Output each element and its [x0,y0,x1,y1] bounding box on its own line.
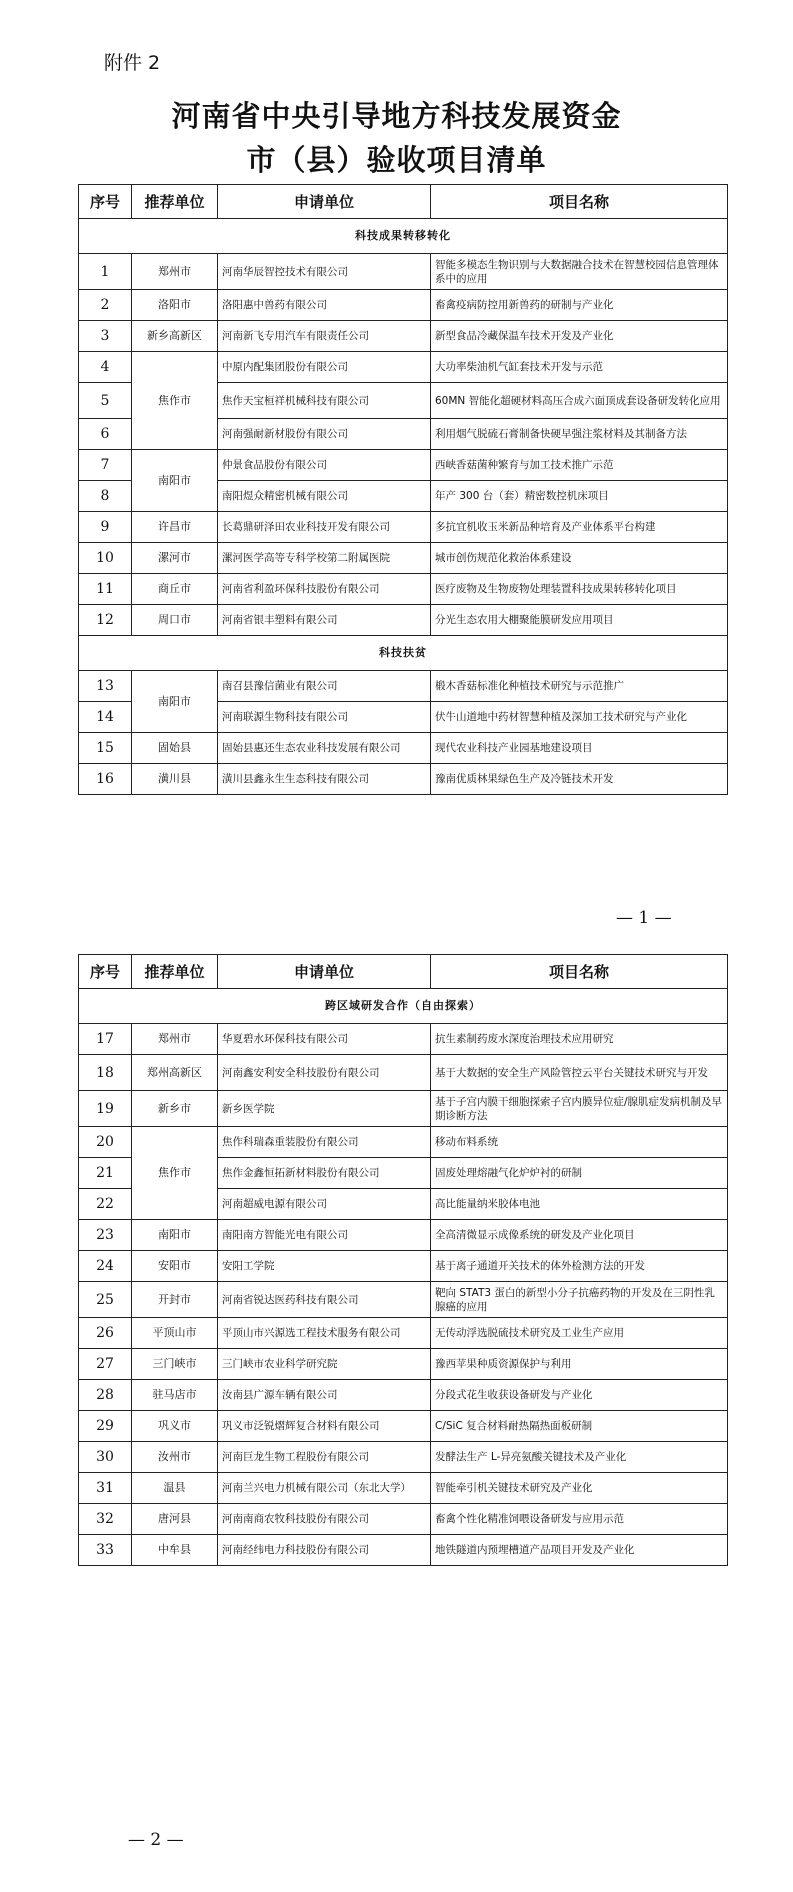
row-project: 利用烟气脱硫石膏制备快硬早强注浆材料及其制备方法 [431,419,728,450]
row-project: 医疗废物及生物废物处理装置科技成果转移转化项目 [431,574,728,605]
row-no: 19 [79,1091,132,1127]
row-recommender: 三门峡市 [132,1349,218,1380]
row-applicant: 潢川县鑫永生生态科技有限公司 [218,764,431,795]
header-project: 项目名称 [431,185,728,219]
row-no: 16 [79,764,132,795]
row-applicant: 三门峡市农业科学研究院 [218,1349,431,1380]
row-recommender: 焦作市 [132,352,218,450]
row-applicant: 南召县豫信菌业有限公司 [218,671,431,702]
row-no: 12 [79,605,132,636]
row-no: 9 [79,512,132,543]
row-applicant: 河南兰兴电力机械有限公司（东北大学） [218,1473,431,1504]
row-applicant: 漯河医学高等专科学校第二附属医院 [218,543,431,574]
row-recommender: 郑州市 [132,254,218,290]
table-row [79,1535,728,1566]
row-no: 27 [79,1349,132,1380]
row-recommender: 漯河市 [132,543,218,574]
header-recommender: 推荐单位 [132,955,218,989]
row-applicant: 仲景食品股份有限公司 [218,450,431,481]
row-project: 无传动浮选脱硫技术研究及工业生产应用 [431,1318,728,1349]
section-title: 科技扶贫 [79,636,728,671]
header-project: 项目名称 [431,955,728,989]
row-project: 畜禽个性化精准饲喂设备研发与应用示范 [431,1504,728,1535]
row-no: 3 [79,321,132,352]
row-recommender: 新乡市 [132,1091,218,1127]
row-project: 大功率柴油机气缸套技术开发与示范 [431,352,728,383]
row-project: 高比能量纳米胶体电池 [431,1189,728,1220]
row-applicant: 安阳工学院 [218,1251,431,1282]
row-no: 5 [79,383,132,419]
row-no: 29 [79,1411,132,1442]
row-project: 新型食品冷藏保温车技术开发及产业化 [431,321,728,352]
row-no: 32 [79,1504,132,1535]
row-project: 椴木香菇标准化种植技术研究与示范推广 [431,671,728,702]
header-applicant: 申请单位 [218,185,431,219]
row-applicant: 华夏碧水环保科技有限公司 [218,1024,431,1055]
row-project: 豫南优质林果绿色生产及冷链技术开发 [431,764,728,795]
row-project: 基于离子通道开关技术的体外检测方法的开发 [431,1251,728,1282]
row-recommender: 南阳市 [132,671,218,733]
row-no: 17 [79,1024,132,1055]
header-applicant: 申请单位 [218,955,431,989]
row-recommender: 固始县 [132,733,218,764]
row-applicant: 河南南商农牧科技股份有限公司 [218,1504,431,1535]
row-no: 30 [79,1442,132,1473]
table-row [79,290,728,321]
row-no: 15 [79,733,132,764]
table-row [79,1282,728,1318]
row-no: 18 [79,1055,132,1091]
row-recommender: 焦作市 [132,1127,218,1220]
row-no: 22 [79,1189,132,1220]
table-row [79,574,728,605]
table-row [79,1504,728,1535]
attachment-label: 附件 2 [104,52,161,74]
row-project: 60MN 智能化超硬材料高压合成六面顶成套设备研发转化应用 [431,383,728,419]
document-title-line2: 市（县）验收项目清单 [246,143,547,177]
document-title-line1: 河南省中央引导地方科技发展资金 [171,99,622,133]
row-applicant: 河南省银丰塑料有限公司 [218,605,431,636]
row-recommender: 新乡高新区 [132,321,218,352]
table-row [79,1251,728,1282]
row-project: 现代农业科技产业园基地建设项目 [431,733,728,764]
header-no: 序号 [79,955,132,989]
table-row [79,352,728,383]
row-applicant: 平顶山市兴源选工程技术服务有限公司 [218,1318,431,1349]
row-recommender: 郑州高新区 [132,1055,218,1091]
row-recommender: 洛阳市 [132,290,218,321]
row-applicant: 长葛鼎研泽田农业科技开发有限公司 [218,512,431,543]
row-applicant: 南阳南方智能光电有限公司 [218,1220,431,1251]
page-number-1: — 1 — [616,908,672,928]
table-row [79,605,728,636]
row-project: 伏牛山道地中药材智慧种植及深加工技术研究与产业化 [431,702,728,733]
header-no: 序号 [79,185,132,219]
table-row [79,1024,728,1055]
row-no: 4 [79,352,132,383]
table-header-row [79,185,728,219]
table-row [79,764,728,795]
row-no: 13 [79,671,132,702]
row-project: 地铁隧道内预埋槽道产品项目开发及产业化 [431,1535,728,1566]
table-row [79,1473,728,1504]
row-applicant: 河南超威电源有限公司 [218,1189,431,1220]
row-project: 西峡香菇菌种繁育与加工技术推广示范 [431,450,728,481]
row-no: 25 [79,1282,132,1318]
row-applicant: 河南新飞专用汽车有限责任公司 [218,321,431,352]
row-no: 23 [79,1220,132,1251]
row-project: 多抗宜机收玉米新品种培育及产业体系平台构建 [431,512,728,543]
row-project: 年产 300 台（套）精密数控机床项目 [431,481,728,512]
row-applicant: 中原内配集团股份有限公司 [218,352,431,383]
row-no: 11 [79,574,132,605]
table-row [79,1091,728,1127]
row-no: 24 [79,1251,132,1282]
row-applicant: 焦作天宝桓祥机械科技有限公司 [218,383,431,419]
row-applicant: 洛阳惠中兽药有限公司 [218,290,431,321]
row-recommender: 安阳市 [132,1251,218,1282]
row-recommender: 郑州市 [132,1024,218,1055]
row-applicant: 河南联源生物科技有限公司 [218,702,431,733]
table-row [79,1318,728,1349]
row-project: C/SiC 复合材料耐热隔热面板研制 [431,1411,728,1442]
section-title: 跨区域研发合作（自由探索） [79,989,728,1024]
row-recommender: 许昌市 [132,512,218,543]
table-header-row [79,955,728,989]
row-project: 城市创伤规范化救治体系建设 [431,543,728,574]
table-row [79,1055,728,1091]
row-recommender: 温县 [132,1473,218,1504]
section-title: 科技成果转移转化 [79,219,728,254]
table-row [79,543,728,574]
row-no: 33 [79,1535,132,1566]
row-applicant: 河南经纬电力科技股份有限公司 [218,1535,431,1566]
project-table-page2 [78,954,728,1566]
row-recommender: 驻马店市 [132,1380,218,1411]
section-row [79,989,728,1024]
row-no: 28 [79,1380,132,1411]
row-project: 分光生态农用大棚聚能膜研发应用项目 [431,605,728,636]
header-recommender: 推荐单位 [132,185,218,219]
table-row [79,1442,728,1473]
row-recommender: 南阳市 [132,450,218,512]
row-recommender: 潢川县 [132,764,218,795]
table-row [79,1380,728,1411]
row-applicant: 河南强耐新材股份有限公司 [218,419,431,450]
row-project: 基于大数据的安全生产风险管控云平台关键技术研究与开发 [431,1055,728,1091]
section-row [79,636,728,671]
project-table-page1 [78,184,728,795]
row-project: 移动布料系统 [431,1127,728,1158]
row-no: 31 [79,1473,132,1504]
row-project: 发酵法生产 L-异亮氨酸关键技术及产业化 [431,1442,728,1473]
table-row [79,1411,728,1442]
row-applicant: 河南巨龙生物工程股份有限公司 [218,1442,431,1473]
row-applicant: 河南华辰智控技术有限公司 [218,254,431,290]
row-recommender: 汝州市 [132,1442,218,1473]
row-project: 固废处理熔融气化炉炉衬的研制 [431,1158,728,1189]
page-number-2: — 2 — [128,1830,184,1850]
table-row [79,450,728,481]
row-applicant: 新乡医学院 [218,1091,431,1127]
table-row [79,321,728,352]
table-row [79,512,728,543]
row-applicant: 河南鑫安利安全科技股份有限公司 [218,1055,431,1091]
table-row [79,254,728,290]
row-project: 靶向 STAT3 蛋白的新型小分子抗癌药物的开发及在三阴性乳腺癌的应用 [431,1282,728,1318]
table-row [79,671,728,702]
row-project: 全高清微显示成像系统的研发及产业化项目 [431,1220,728,1251]
row-recommender: 商丘市 [132,574,218,605]
row-recommender: 中牟县 [132,1535,218,1566]
row-project: 智能牵引机关键技术研究及产业化 [431,1473,728,1504]
row-applicant: 河南省锐达医药科技有限公司 [218,1282,431,1318]
row-recommender: 周口市 [132,605,218,636]
row-no: 2 [79,290,132,321]
table-row [79,1127,728,1158]
row-applicant: 汝南县广源车辆有限公司 [218,1380,431,1411]
row-no: 21 [79,1158,132,1189]
row-no: 20 [79,1127,132,1158]
row-project: 畜禽疫病防控用新兽药的研制与产业化 [431,290,728,321]
row-project: 分段式花生收获设备研发与产业化 [431,1380,728,1411]
table-row [79,1349,728,1380]
row-project: 基于子宫内膜干细胞探索子宫内膜异位症/腺肌症发病机制及早期诊断方法 [431,1091,728,1127]
row-no: 7 [79,450,132,481]
row-applicant: 南阳煜众精密机械有限公司 [218,481,431,512]
row-project: 智能多模态生物识别与大数据融合技术在智慧校园信息管理体系中的应用 [431,254,728,290]
row-applicant: 焦作金鑫恒拓新材料股份有限公司 [218,1158,431,1189]
row-applicant: 固始县惠还生态农业科技发展有限公司 [218,733,431,764]
table-row [79,1220,728,1251]
row-applicant: 河南省利盈环保科技股份有限公司 [218,574,431,605]
row-applicant: 巩义市泛锐熠辉复合材料有限公司 [218,1411,431,1442]
row-recommender: 南阳市 [132,1220,218,1251]
table-row [79,733,728,764]
row-no: 14 [79,702,132,733]
row-no: 26 [79,1318,132,1349]
section-row [79,219,728,254]
row-recommender: 开封市 [132,1282,218,1318]
row-no: 6 [79,419,132,450]
row-applicant: 焦作科瑞森重装股份有限公司 [218,1127,431,1158]
row-project: 豫西苹果种质资源保护与利用 [431,1349,728,1380]
row-recommender: 平顶山市 [132,1318,218,1349]
row-project: 抗生素制药废水深度治理技术应用研究 [431,1024,728,1055]
row-no: 10 [79,543,132,574]
row-no: 1 [79,254,132,290]
row-recommender: 巩义市 [132,1411,218,1442]
row-recommender: 唐河县 [132,1504,218,1535]
row-no: 8 [79,481,132,512]
